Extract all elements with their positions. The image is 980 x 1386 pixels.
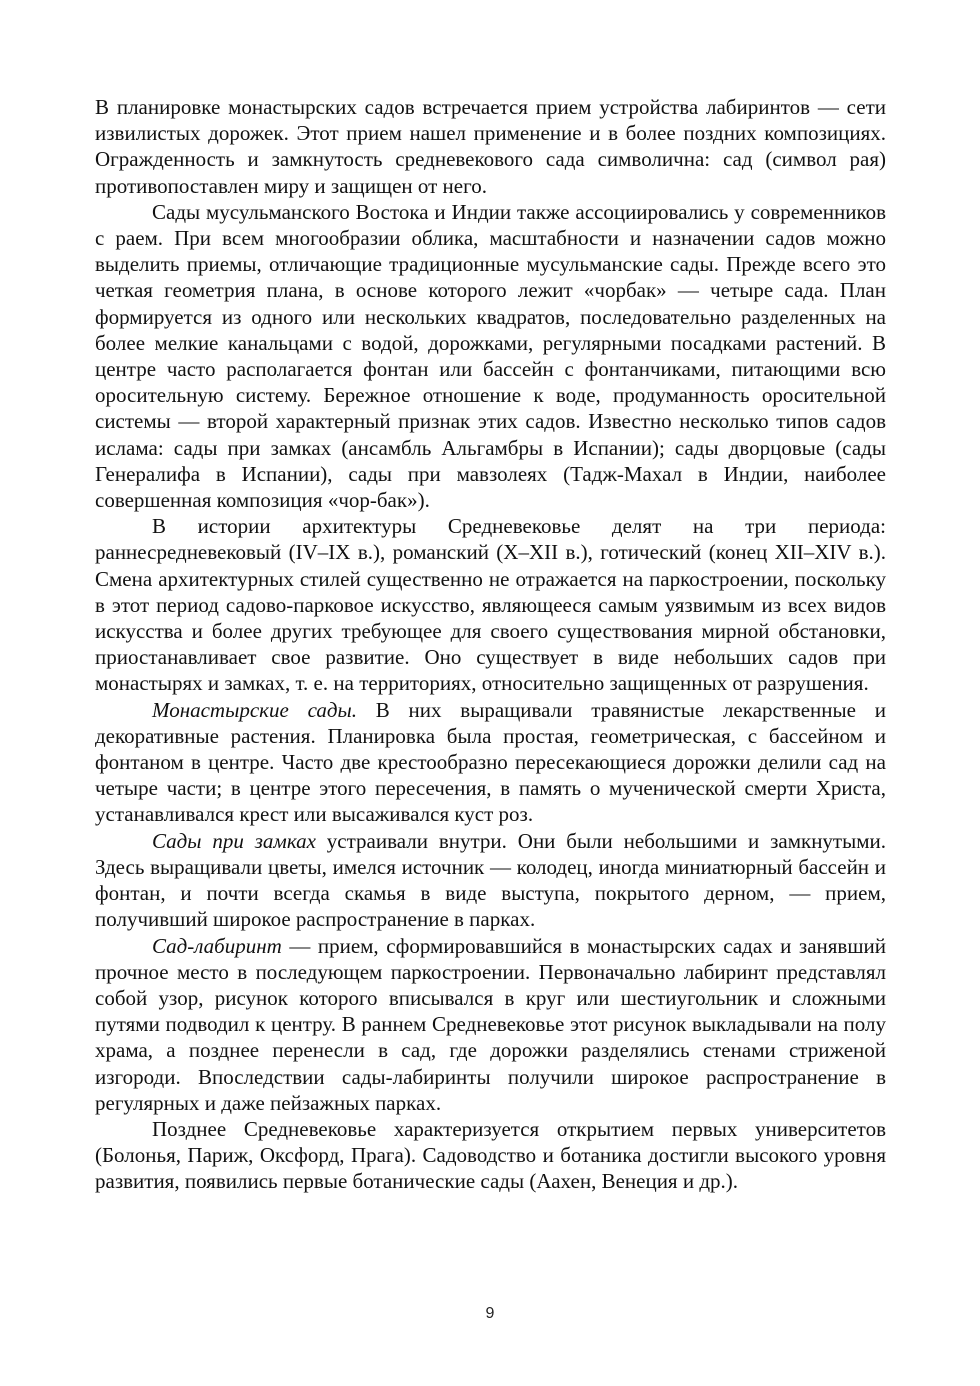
paragraph-late-middle-ages [95,1116,886,1195]
paragraph-text: устраивали внутри. Они были небольшими и замкнутыми. Здесь выращивали цветы, имелся источник — колодец, иногда миниатюрный бассейн и фонтан, и почти всегда скамья в виде выступа, покрытого дерном, — прием, получивший широкое распространение в парках. [95,828,886,932]
paragraph-muslim-gardens [95,199,886,513]
paragraph-monastery-gardens [95,697,886,828]
paragraph-text: — прием, сформировавшийся в монастырских садах и занявший прочное место в последующем паркостроении. Первоначально лабиринт представлял собой узор, рисунок которого вписывался в круг или шестиугольник и сложными путями подводил к центру. В раннем Средневековье этот рисунок выкладывали на полу храма, а позднее перенесли в сад, где дорожки разделялись стенами стриженой изгороди. Впоследствии сады-лабиринты получили широкое распространение в регулярных и даже пейзажных парках. [95,933,886,1115]
paragraph-labyrinth-garden [95,933,886,1116]
paragraph-lead-italic: Монастырские сады. [152,697,357,722]
paragraph-text: В планировке монастырских садов встречается прием устройства лабиринтов — сети извилистых дорожек. Этот прием нашел применение и в более поздних композициях. Огражденность и замкнутость средневекового сада символична: сад (символ рая) противопоставлен миру и защищен от него. [95,95,886,198]
paragraph-text: Сады мусульманского Востока и Индии также ассоциировались у современников с раем. При всем многообразии облика, масштабности и назначении садов можно выделить приемы, отличающие традиционные мусульманские сады. Прежде всего это четкая геометрия плана, в основе которого лежит «чорбак» — четыре сада. План формируется из одного или нескольких квадратов, последовательно разделенных на более мелкие канальцами с водой, дорожками, регулярными посадками растений. В центре часто располагается фонтан или бассейн с фонтанчиками, питающими всю оросительную систему. Бережное отношение к воде, продуманность оросительной системы — второй характерный признак этих садов. Известно несколько типов садов ислама: сады при замках (ансамбль Альгамбры в Испании); сады дворцовые (сады Генералифа в Испании), сады при мавзолеях (Тадж-Махал в Индии, наиболее совершенная композиция «чор-бак»). [95,199,886,513]
paragraph-text: В истории архитектуры Средневековье делят на три периода: раннесредневековый (IV–IX в.), романский (X–XII в.), готический (конец XII–XIV в.). Смена архитектурных стилей существенно не отражается на паркостроении, поскольку в этот период садово-парковое искусство, являющееся самым уязвимым из всех видов искусства и более других требующее для своего существования мирной обстановки, приостанавливает свое развитие. Оно существует в виде небольших садов при монастырях и замках, т. е. на территориях, относительно защищенных от разрушения. [95,514,886,696]
paragraph-castle-gardens [95,828,886,933]
paragraph-labyrinths [95,94,886,199]
paragraph-lead-italic: Сады при замках [152,828,316,853]
body-text [95,94,886,1195]
paragraph-middle-ages-periods [95,513,886,696]
paragraph-lead-italic: Сад-лабиринт [152,933,282,958]
paragraph-text: Позднее Средневековье характеризуется открытием первых университетов (Болонья, Париж, Оксфорд, Прага). Садоводство и ботаника достигли высокого уровня развития, появились первые ботанические сады (Аахен, Венеция и др.). [95,1116,886,1194]
page-number: 9 [485,1305,495,1322]
paragraph-text: В них выращивали травянистые лекарственные и декоративные растения. Планировка была простая, геометрическая, с бассейном и фонтаном в центре. Часто две крестообразно пересекающиеся дорожки делили сад на четыре части; в центре этого пересечения, в память о мученической смерти Христа, устанавливался крест или высаживался куст роз. [95,697,886,827]
